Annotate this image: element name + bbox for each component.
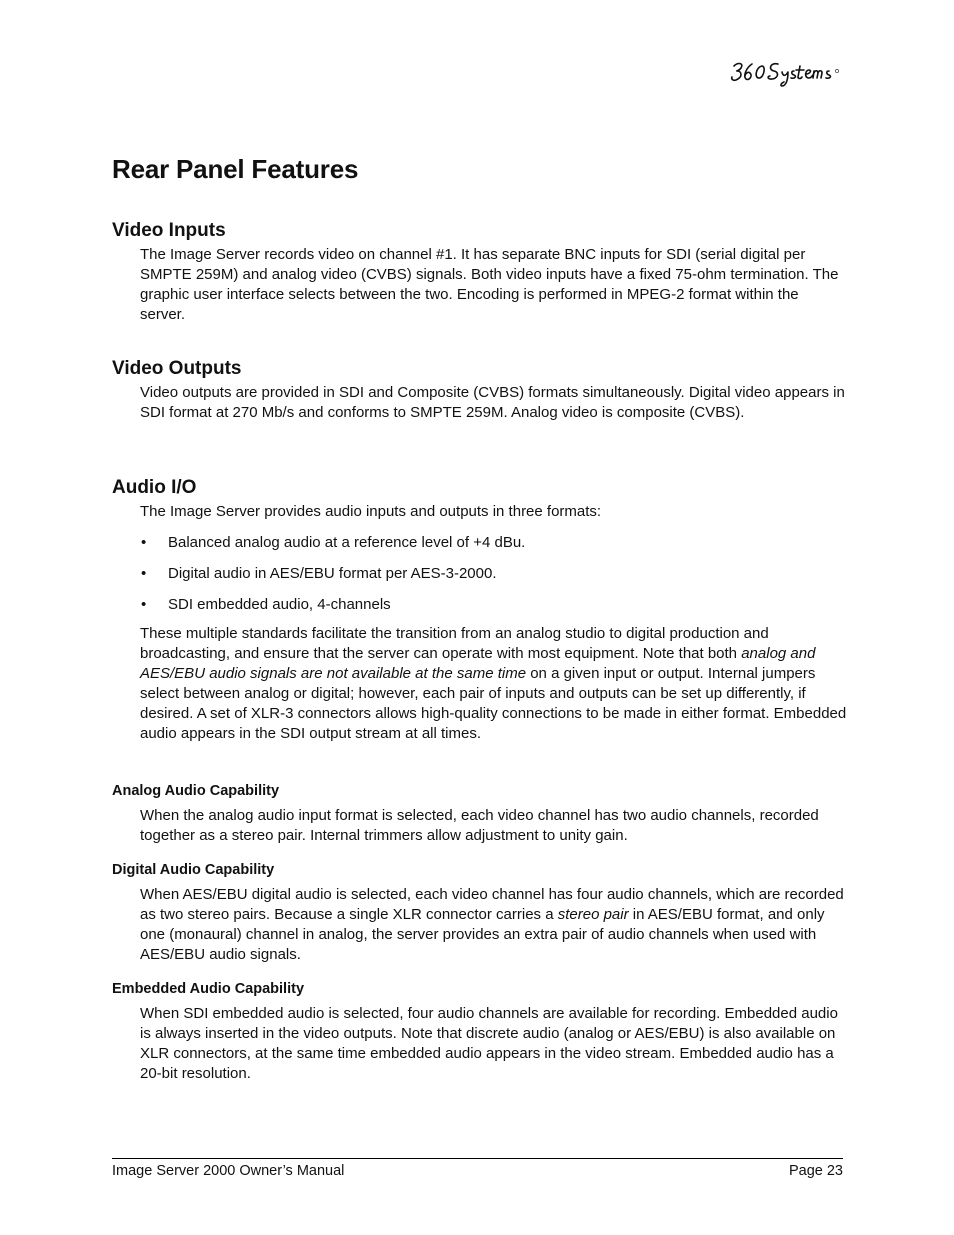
section-heading: Video Outputs bbox=[112, 358, 242, 379]
footer-manual-title: Image Server 2000 Owner’s Manual bbox=[112, 1163, 345, 1179]
footer-page-number: Page 23 bbox=[788, 1163, 843, 1179]
section-analog-audio bbox=[112, 781, 847, 846]
body-paragraph: When the analog audio input format is selected, each video channel has two audio channels, recorded together as a stereo pair. Internal trimmers allow adjustment to unity gain. bbox=[140, 807, 819, 844]
bullet-list bbox=[140, 533, 847, 615]
body-paragraph bbox=[140, 624, 847, 744]
section-video-outputs bbox=[112, 357, 847, 423]
section-digital-audio bbox=[112, 860, 847, 965]
body-paragraph: The Image Server provides audio inputs and outputs in three formats: bbox=[140, 503, 602, 520]
page-footer bbox=[112, 1158, 843, 1179]
list-item: • Balanced analog audio at a reference level of +4 dBu. bbox=[140, 533, 847, 553]
italic-text: analog and AES/EBU audio signals are not available at the same time bbox=[140, 645, 816, 682]
text-run: These multiple standards facilitate the transition from an analog studio to digital production and broadcasting, and ensure that the server can operate with most equipment. Note that both bbox=[140, 625, 769, 662]
section-video-inputs bbox=[112, 219, 847, 325]
page-title: Rear Panel Features bbox=[112, 154, 359, 184]
body-paragraph: When SDI embedded audio is selected, four audio channels are available for recording. Embedded audio is always inserted in the video outputs. Note that discrete audio (analog or AES/EBU) is also available on XLR connectors, at the same time embedded audio appears in the video stream. Embedded audio has a 20-bit resolution. bbox=[140, 1005, 838, 1082]
body-paragraph: The Image Server records video on channel #1. It has separate BNC inputs for SDI (serial digital per SMPTE 259M) and analog video (CVBS) signals. Both video inputs have a fixed 75-ohm termination. The graphic user interface selects between the two. Encoding is performed in MPEG-2 format within the server. bbox=[140, 246, 839, 323]
body-paragraph bbox=[140, 885, 847, 965]
subsection-heading: Digital Audio Capability bbox=[112, 862, 275, 878]
text-run: When AES/EBU digital audio is selected, each video channel has four audio channels, which are recorded as two stereo pairs. Because a single XLR connector carries a bbox=[140, 886, 844, 923]
subsection-heading: Analog Audio Capability bbox=[112, 783, 280, 799]
subsection-heading: Embedded Audio Capability bbox=[112, 981, 305, 997]
section-heading: Audio I/O bbox=[112, 477, 197, 498]
italic-text: stereo pair bbox=[557, 906, 629, 923]
section-embedded-audio bbox=[112, 979, 847, 1084]
text-run: on a given input or output. Internal jumpers select between analog or digital; however, each pair of inputs and outputs can be set up differently, if desired. A set of XLR-3 connectors allows high-quality connections to be made in either format. Embedded audio appears in the SDI output stream at all times. bbox=[140, 665, 847, 742]
body-paragraph: Video outputs are provided in SDI and Composite (CVBS) formats simultaneously. Digital video appears in SDI format at 270 Mb/s and conforms to SMPTE 259M. Analog video is composite (CVBS). bbox=[140, 384, 845, 421]
text-run: in AES/EBU format, and only one (monaural) channel in analog, the server provides an extra pair of audio channels when used with AES/EBU audio signals. bbox=[140, 906, 825, 963]
360-systems-logo-icon bbox=[728, 56, 844, 92]
list-item: • SDI embedded audio, 4-channels bbox=[140, 595, 847, 615]
section-audio-io bbox=[112, 476, 847, 744]
list-item: • Digital audio in AES/EBU format per AES-3-2000. bbox=[140, 564, 847, 584]
section-heading: Video Inputs bbox=[112, 220, 226, 241]
